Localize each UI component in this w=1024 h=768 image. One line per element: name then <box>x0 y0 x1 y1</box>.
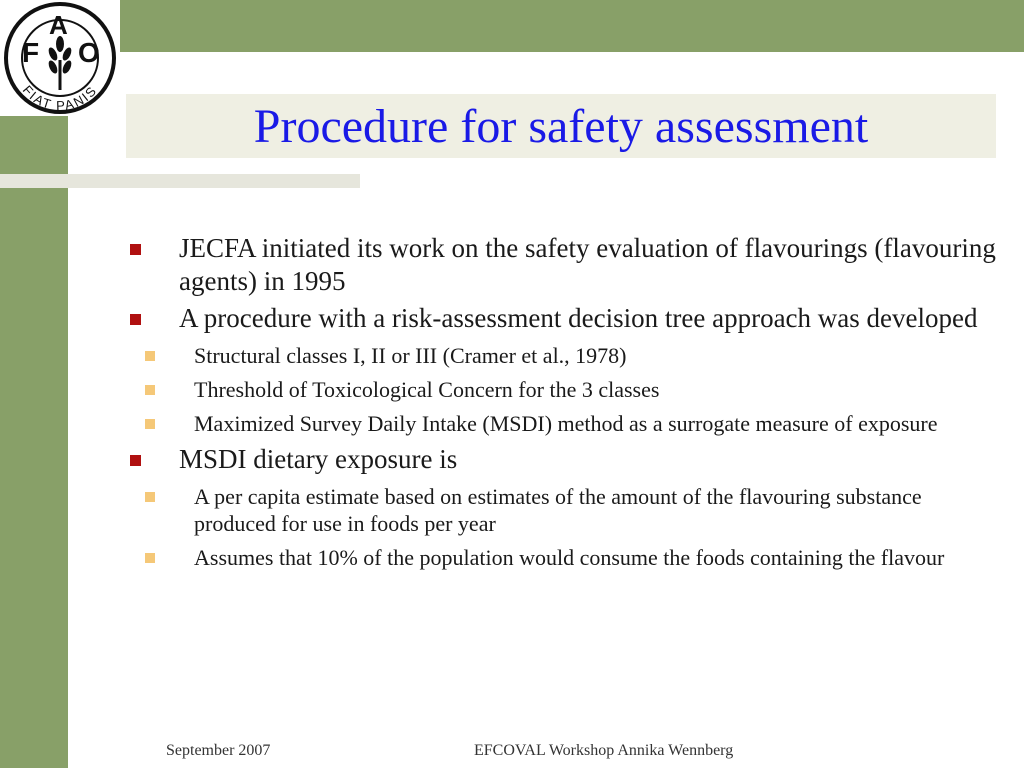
sub-bullet-group <box>130 342 1000 437</box>
sub-bullet-text: Maximized Survey Daily Intake (MSDI) method as a surrogate measure of exposure <box>194 411 938 436</box>
bullet-marker <box>130 455 141 466</box>
sub-bullet-text: Threshold of Toxicological Concern for the 3 classes <box>194 377 660 402</box>
footer-event: EFCOVAL Workshop Annika Wennberg <box>474 742 734 759</box>
sub-bullet-marker <box>145 553 155 563</box>
sub-bullet-group <box>130 483 1000 571</box>
sub-bullet-text: A per capita estimate based on estimates of the amount of the flavouring substance produced for use in foods per year <box>194 484 922 536</box>
footer-date: September 2007 <box>166 742 271 759</box>
bullet-item <box>130 232 1000 298</box>
bullet-text: MSDI dietary exposure is <box>179 444 458 474</box>
sub-bullet-item <box>81 376 1000 403</box>
bullet-list <box>130 232 1000 571</box>
sub-bullet-text: Structural classes I, II or III (Cramer et al., 1978) <box>194 343 627 368</box>
title-box <box>126 94 996 158</box>
fao-logo-icon <box>0 0 120 116</box>
slide-title: Procedure for safety assessment <box>253 99 869 153</box>
sub-bullet-item <box>81 410 1000 437</box>
bullet-item <box>130 443 1000 476</box>
sub-bullet-item <box>81 342 1000 369</box>
slide-content <box>130 228 1000 577</box>
sub-bullet-marker <box>145 419 155 429</box>
sub-bullet-item <box>81 544 1000 571</box>
bullet-text: JECFA initiated its work on the safety evaluation of flavourings (flavouring agents) in 1995 <box>179 233 996 296</box>
fao-logo <box>0 0 120 116</box>
sub-bullet-marker <box>145 385 155 395</box>
bullet-text: A procedure with a risk-assessment decision tree approach was developed <box>179 303 978 333</box>
logo-letter-f: F <box>22 37 40 68</box>
sub-bullet-item <box>81 483 1000 537</box>
left-band <box>0 116 68 768</box>
accent-line <box>0 174 360 188</box>
top-band <box>120 0 1024 52</box>
sub-bullet-marker <box>145 351 155 361</box>
bullet-item <box>130 302 1000 335</box>
logo-letter-o: O <box>78 37 100 68</box>
sub-bullet-marker <box>145 492 155 502</box>
sub-bullet-text: Assumes that 10% of the population would consume the foods containing the flavour <box>194 545 945 570</box>
logo-letter-a: A <box>49 10 68 40</box>
logo-motto: FIAT PANIS <box>19 82 101 114</box>
bullet-marker <box>130 314 141 325</box>
bullet-marker <box>130 244 141 255</box>
